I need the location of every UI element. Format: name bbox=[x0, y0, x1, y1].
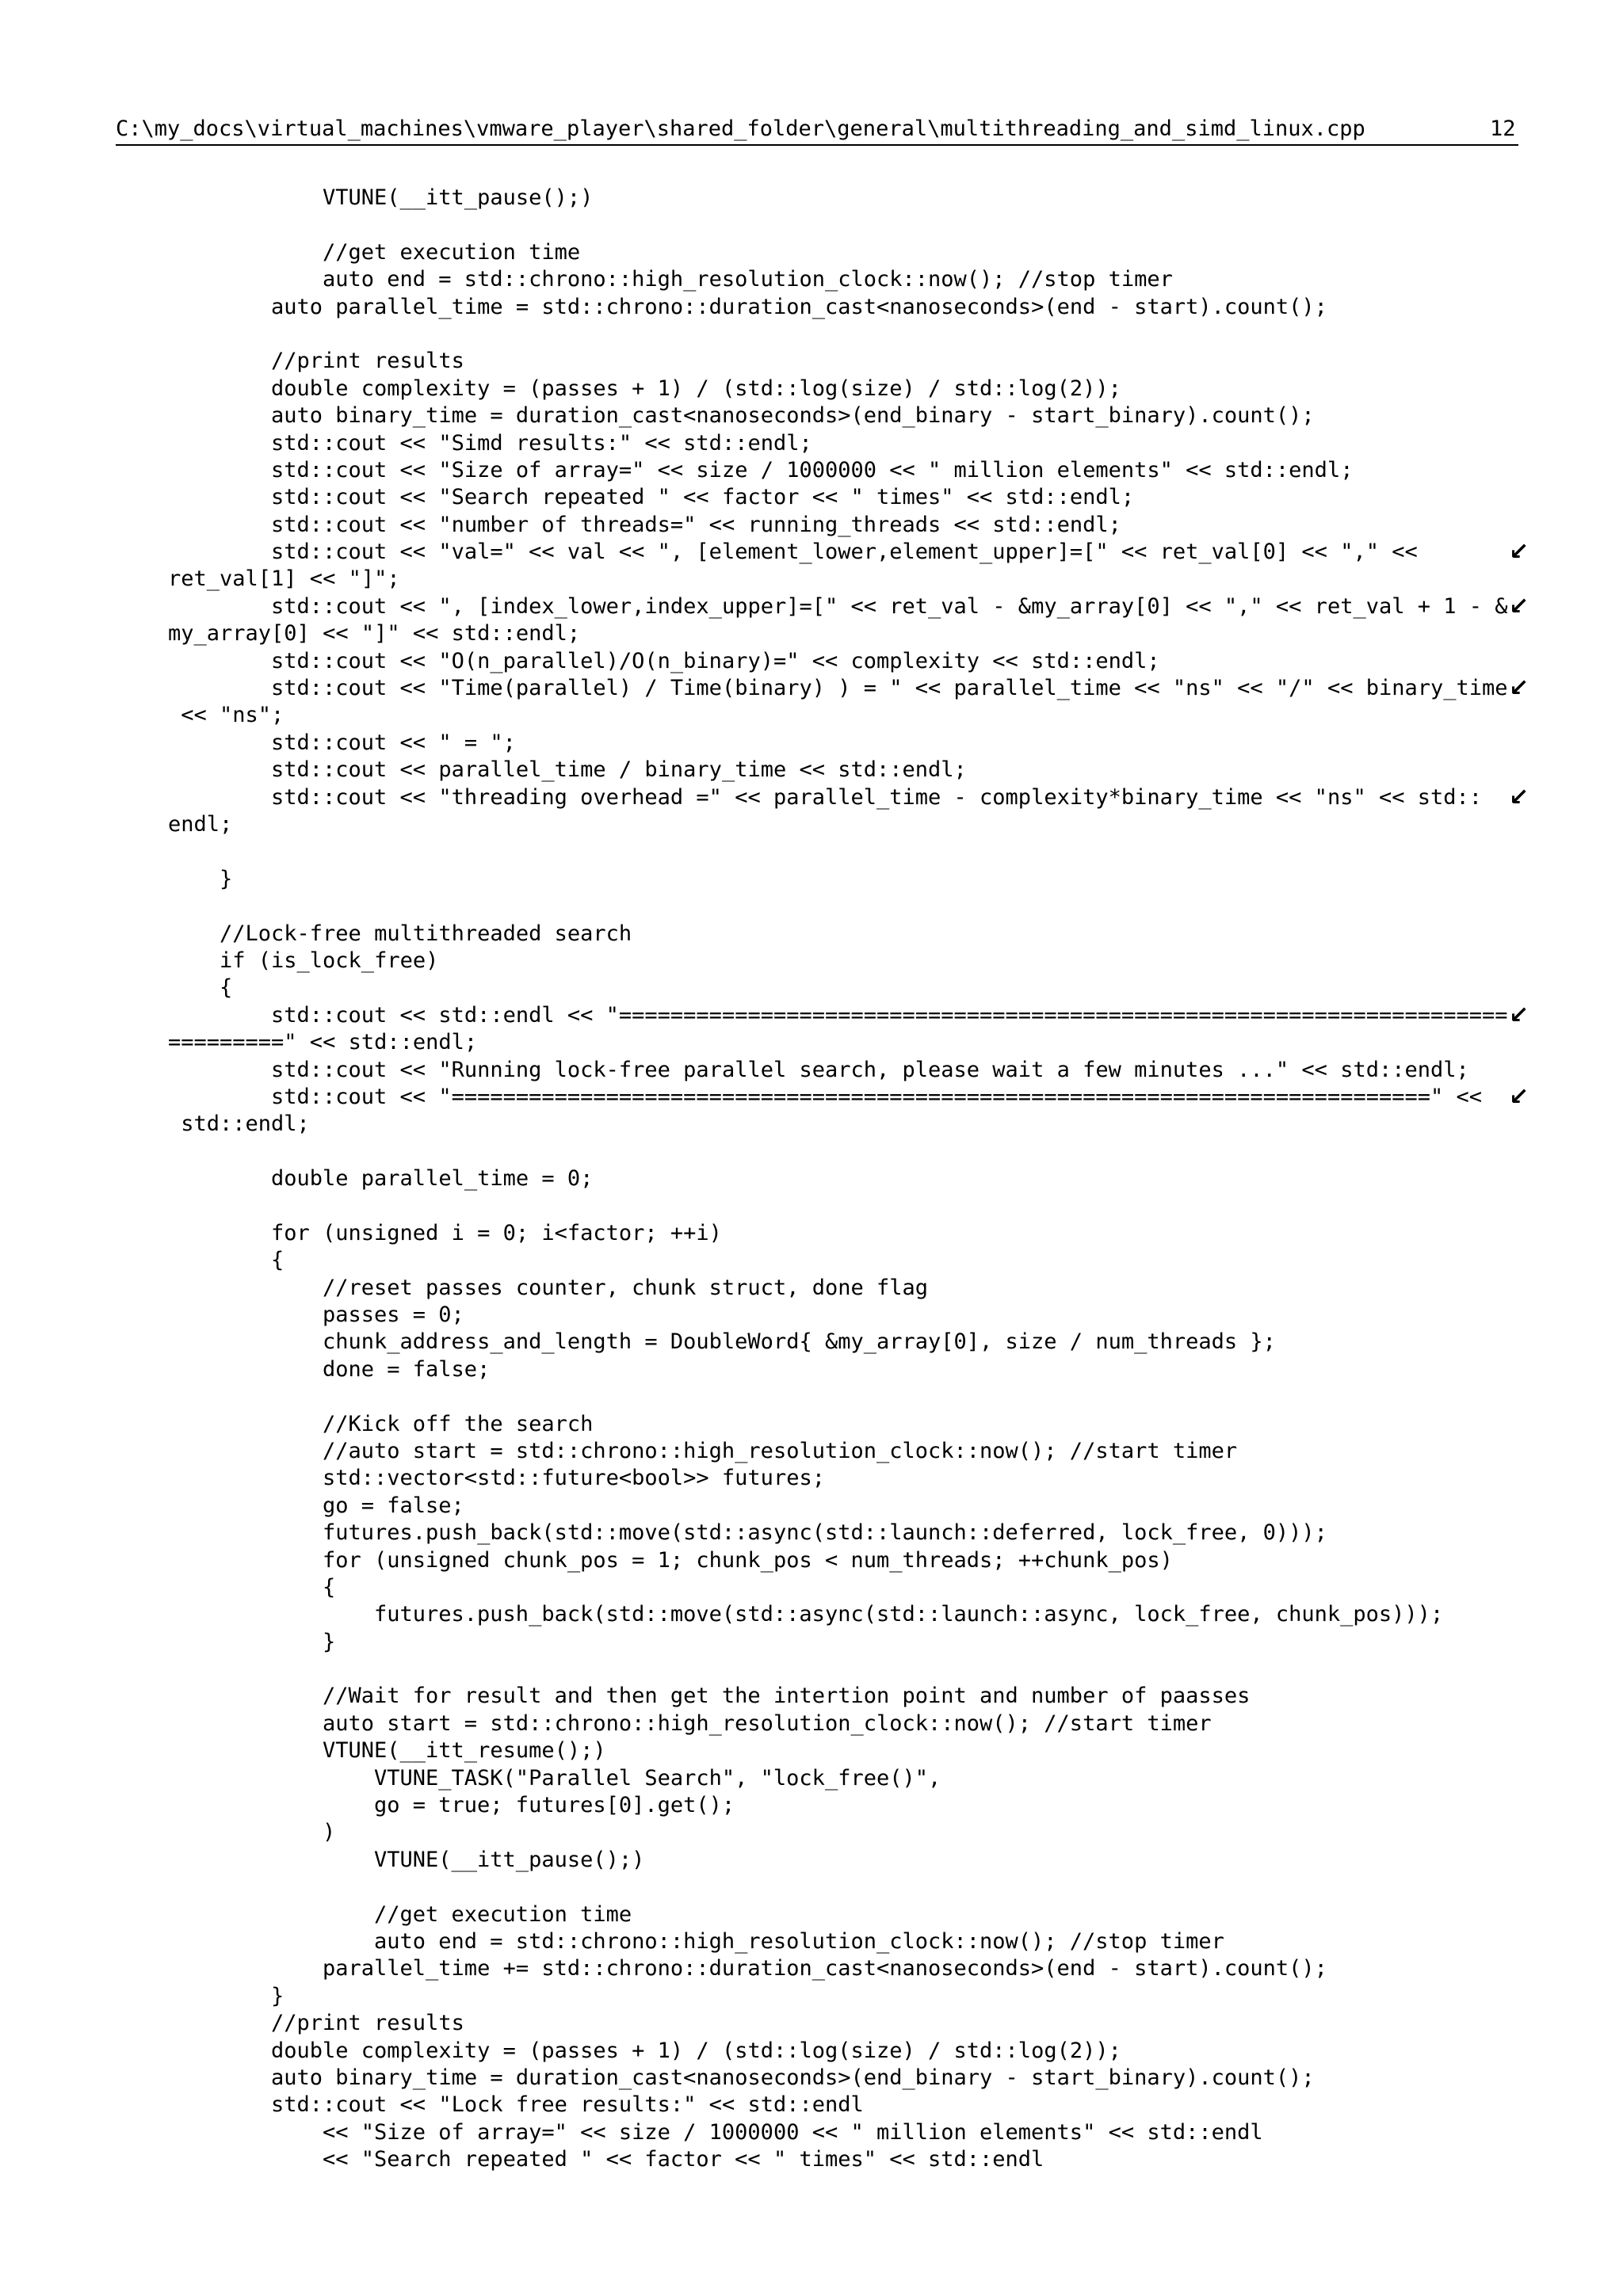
line-wrap-icon: ↙ bbox=[1509, 592, 1529, 620]
code-line bbox=[0, 757, 1623, 784]
code-line bbox=[0, 2092, 1623, 2119]
code-line-text: VTUNE(__itt_pause();) bbox=[323, 185, 594, 210]
code-line-text: std::cout << "============================================================================" << bbox=[271, 1084, 1483, 1109]
code-line bbox=[0, 321, 1623, 348]
code-line-text: futures.push_back(std::move(std::async(std::launch::deferred, lock_free, 0))); bbox=[323, 1520, 1327, 1546]
code-line bbox=[0, 1574, 1623, 1601]
code-line-text: VTUNE_TASK("Parallel Search", "lock_free()", bbox=[374, 1765, 941, 1791]
code-line bbox=[0, 2119, 1623, 2146]
code-line bbox=[0, 948, 1623, 974]
code-line bbox=[0, 376, 1623, 402]
code-line bbox=[0, 1438, 1623, 1465]
code-line-text: } bbox=[220, 866, 233, 891]
code-line bbox=[0, 702, 1623, 729]
page-number: 12 bbox=[1490, 116, 1516, 141]
code-line-text: //get execution time bbox=[323, 239, 581, 265]
code-line bbox=[0, 974, 1623, 1001]
code-line-text: std::cout << "Running lock-free parallel search, please wait a few minutes ..." << std::endl; bbox=[271, 1057, 1469, 1082]
code-line bbox=[0, 266, 1623, 293]
code-line-text: auto binary_time = duration_cast<nanoseconds>(end_binary - start_binary).count(); bbox=[271, 403, 1315, 429]
line-wrap-icon: ↙ bbox=[1509, 1082, 1529, 1111]
code-line bbox=[0, 1711, 1623, 1737]
code-line-text: //Wait for result and then get the intertion point and number of paasses bbox=[323, 1684, 1251, 1709]
code-line-text: { bbox=[271, 1248, 285, 1273]
code-listing bbox=[0, 185, 1623, 2174]
code-line-text: << "Size of array=" << size / 1000000 << " million elements" << std::endl bbox=[323, 2119, 1263, 2145]
code-line bbox=[0, 1465, 1623, 1492]
code-line-text: go = false; bbox=[323, 1493, 464, 1518]
code-line-text: chunk_address_and_length = DoubleWord{ &my_array[0], size / num_threads }; bbox=[323, 1329, 1276, 1355]
code-line bbox=[0, 1111, 1623, 1138]
code-line bbox=[0, 866, 1623, 893]
code-line-text: std::vector<std::future<bool>> futures; bbox=[323, 1466, 825, 1491]
code-line-text: std::cout << "val=" << val << ", [element_lower,element_upper]=[" << ret_val[0] << "," << bbox=[271, 540, 1418, 565]
code-line-text: std::cout << "number of threads=" << running_threads << std::endl; bbox=[271, 512, 1121, 537]
code-line-text: std::cout << std::endl << "===================================================================== bbox=[271, 1002, 1508, 1028]
code-line bbox=[0, 784, 1623, 811]
code-line bbox=[0, 1520, 1623, 1547]
code-line bbox=[0, 811, 1623, 838]
code-line-text: if (is_lock_free) bbox=[220, 948, 439, 973]
code-line-text: //reset passes counter, chunk struct, done flag bbox=[323, 1275, 929, 1300]
code-line bbox=[0, 1275, 1623, 1302]
code-line bbox=[0, 1057, 1623, 1084]
code-line bbox=[0, 348, 1623, 375]
code-line-text: go = true; futures[0].get(); bbox=[374, 1793, 735, 1818]
code-line bbox=[0, 1220, 1623, 1247]
code-line-text: { bbox=[220, 975, 233, 1001]
code-line bbox=[0, 566, 1623, 593]
code-line bbox=[0, 893, 1623, 920]
code-line-text: =========" << std::endl; bbox=[168, 1030, 478, 1055]
code-line-text: std::cout << " = "; bbox=[271, 730, 516, 755]
code-line bbox=[0, 1493, 1623, 1520]
code-line bbox=[0, 1547, 1623, 1574]
code-line-text: done = false; bbox=[323, 1356, 491, 1382]
line-wrap-icon: ↙ bbox=[1509, 1001, 1529, 1029]
code-line bbox=[0, 1029, 1623, 1056]
code-line bbox=[0, 1874, 1623, 1901]
code-line-text: ret_val[1] << "]"; bbox=[168, 566, 400, 592]
code-line bbox=[0, 1192, 1623, 1219]
code-line bbox=[0, 1737, 1623, 1764]
code-line bbox=[0, 239, 1623, 266]
code-line bbox=[0, 1928, 1623, 1955]
code-line-text: std::cout << "threading overhead =" << parallel_time - complexity*binary_time << "ns" << std:: bbox=[271, 784, 1483, 810]
code-line bbox=[0, 921, 1623, 948]
code-line bbox=[0, 1601, 1623, 1628]
code-line bbox=[0, 1002, 1623, 1029]
code-line bbox=[0, 1629, 1623, 1656]
code-line bbox=[0, 1356, 1623, 1383]
code-line-text: ) bbox=[323, 1820, 336, 1845]
code-line-text: << "Search repeated " << factor << " times" << std::endl bbox=[323, 2147, 1044, 2172]
code-line-text: std::cout << "Time(parallel) / Time(binary) ) = " << parallel_time << "ns" << "/" << binary_time bbox=[271, 676, 1508, 701]
code-line-text: std::cout << "Search repeated " << factor << " times" << std::endl; bbox=[271, 485, 1135, 510]
code-line-text: endl; bbox=[168, 811, 233, 837]
code-line bbox=[0, 2038, 1623, 2065]
code-line bbox=[0, 1138, 1623, 1165]
code-line bbox=[0, 1847, 1623, 1874]
code-line-text: auto binary_time = duration_cast<nanoseconds>(end_binary - start_binary).count(); bbox=[271, 2065, 1315, 2090]
code-line-text: parallel_time += std::chrono::duration_cast<nanoseconds>(end - start).count(); bbox=[323, 1956, 1327, 1981]
code-line-text: auto end = std::chrono::high_resolution_clock::now(); //stop timer bbox=[374, 1929, 1224, 1954]
code-line-text: std::cout << "Simd results:" << std::endl; bbox=[271, 430, 812, 456]
code-line-text: << "ns"; bbox=[181, 703, 285, 728]
code-line bbox=[0, 730, 1623, 757]
code-line bbox=[0, 294, 1623, 321]
code-line bbox=[0, 457, 1623, 484]
code-line-text: //Kick off the search bbox=[323, 1411, 594, 1436]
code-line-text: } bbox=[271, 1983, 285, 2008]
code-line bbox=[0, 2065, 1623, 2092]
code-line bbox=[0, 2010, 1623, 2037]
code-line bbox=[0, 1765, 1623, 1792]
code-line-text: //auto start = std::chrono::high_resolution_clock::now(); //start timer bbox=[323, 1438, 1238, 1463]
code-line bbox=[0, 2146, 1623, 2173]
line-wrap-icon: ↙ bbox=[1509, 783, 1529, 811]
code-line bbox=[0, 402, 1623, 429]
line-wrap-icon: ↙ bbox=[1509, 538, 1529, 566]
code-line bbox=[0, 1302, 1623, 1329]
code-line-text: double complexity = (passes + 1) / (std::log(size) / std::log(2)); bbox=[271, 376, 1121, 401]
code-line-text: futures.push_back(std::move(std::async(std::launch::async, lock_free, chunk_pos))); bbox=[374, 1602, 1444, 1627]
code-line bbox=[0, 838, 1623, 865]
code-line bbox=[0, 620, 1623, 647]
code-line-text: VTUNE(__itt_pause();) bbox=[374, 1847, 645, 1872]
code-line-text: VTUNE(__itt_resume();) bbox=[323, 1738, 606, 1764]
code-line bbox=[0, 648, 1623, 675]
code-line-text: //print results bbox=[271, 349, 464, 374]
code-line bbox=[0, 1955, 1623, 1982]
code-line-text: double parallel_time = 0; bbox=[271, 1166, 594, 1192]
code-line bbox=[0, 484, 1623, 511]
code-line bbox=[0, 1819, 1623, 1846]
code-line-text: std::cout << ", [index_lower,index_upper]=[" << ret_val - &my_array[0] << "," << ret_val + 1 - & bbox=[271, 593, 1508, 619]
code-line-text: double complexity = (passes + 1) / (std::log(size) / std::log(2)); bbox=[271, 2038, 1121, 2063]
code-line-text: passes = 0; bbox=[323, 1302, 464, 1328]
code-line bbox=[0, 1247, 1623, 1274]
code-line bbox=[0, 185, 1623, 212]
code-line-text: std::cout << "Lock free results:" << std::endl bbox=[271, 2092, 864, 2118]
code-line bbox=[0, 1792, 1623, 1819]
code-line-text: auto end = std::chrono::high_resolution_clock::now(); //stop timer bbox=[323, 267, 1173, 292]
code-line-text: std::endl; bbox=[181, 1112, 310, 1137]
code-line-text: //print results bbox=[271, 2011, 464, 2036]
code-line bbox=[0, 1165, 1623, 1192]
code-line bbox=[0, 1683, 1623, 1710]
code-line-text: auto start = std::chrono::high_resolution_clock::now(); //start timer bbox=[323, 1711, 1212, 1736]
code-line-text: } bbox=[323, 1629, 336, 1654]
code-line-text: { bbox=[323, 1574, 336, 1600]
code-line bbox=[0, 1983, 1623, 2010]
code-line-text: for (unsigned i = 0; i<factor; ++i) bbox=[271, 1220, 722, 1245]
code-line bbox=[0, 1084, 1623, 1111]
code-line-text: auto parallel_time = std::chrono::duration_cast<nanoseconds>(end - start).count(); bbox=[271, 294, 1327, 319]
code-line bbox=[0, 512, 1623, 539]
code-line bbox=[0, 593, 1623, 620]
code-line-text: my_array[0] << "]" << std::endl; bbox=[168, 621, 581, 646]
code-line-text: //Lock-free multithreaded search bbox=[220, 921, 632, 946]
line-wrap-icon: ↙ bbox=[1509, 674, 1529, 703]
code-line bbox=[0, 1329, 1623, 1356]
code-line-text: for (unsigned chunk_pos = 1; chunk_pos < num_threads; ++chunk_pos) bbox=[323, 1547, 1173, 1573]
code-line-text: std::cout << "O(n_parallel)/O(n_binary)=" << complexity << std::endl; bbox=[271, 648, 1160, 673]
code-line-text: std::cout << "Size of array=" << size / 1000000 << " million elements" << std::endl; bbox=[271, 457, 1354, 482]
code-line bbox=[0, 1411, 1623, 1438]
code-line bbox=[0, 1901, 1623, 1928]
file-path-header: C:\my_docs\virtual_machines\vmware_player\shared_folder\general\multithreading_and_simd_linux.cpp bbox=[116, 116, 1518, 146]
code-line bbox=[0, 1656, 1623, 1683]
code-line bbox=[0, 212, 1623, 238]
code-line bbox=[0, 430, 1623, 457]
code-line-text: std::cout << parallel_time / binary_time << std::endl; bbox=[271, 757, 967, 783]
code-line bbox=[0, 539, 1623, 566]
code-line bbox=[0, 675, 1623, 702]
code-line bbox=[0, 1383, 1623, 1410]
code-line-text: //get execution time bbox=[374, 1901, 632, 1927]
